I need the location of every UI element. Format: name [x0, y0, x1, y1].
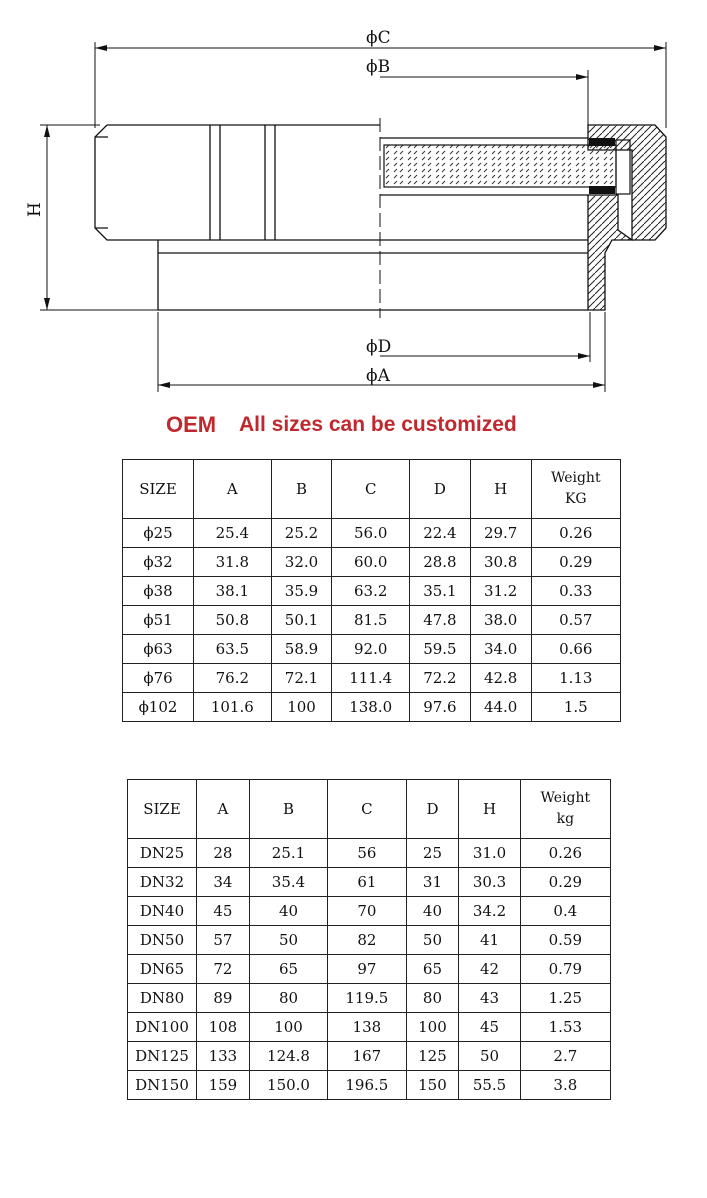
size-cell: DN50 [128, 926, 197, 955]
value-cell: 2.7 [520, 1042, 610, 1071]
value-cell: 101.6 [194, 693, 272, 722]
value-cell: 44.0 [470, 693, 531, 722]
gasket-top [589, 138, 615, 146]
value-cell: 55.5 [459, 1071, 520, 1100]
value-cell: 124.8 [249, 1042, 327, 1071]
value-cell: 25 [406, 839, 459, 868]
value-cell: 65 [406, 955, 459, 984]
value-cell: 25.2 [271, 519, 332, 548]
value-cell: 43 [459, 984, 520, 1013]
header-c: C [332, 460, 410, 519]
customization-message: All sizes can be customized [239, 413, 517, 436]
value-cell: 35.9 [271, 577, 332, 606]
value-cell: 196.5 [328, 1071, 406, 1100]
size-cell: ϕ25 [123, 519, 194, 548]
value-cell: 97 [328, 955, 406, 984]
table-row [128, 897, 611, 926]
label-phi-a: ϕA [366, 366, 390, 386]
header-size: SIZE [128, 780, 197, 839]
value-cell: 25.4 [194, 519, 272, 548]
value-cell: 159 [197, 1071, 250, 1100]
value-cell: 150.0 [249, 1071, 327, 1100]
value-cell: 133 [197, 1042, 250, 1071]
value-cell: 119.5 [328, 984, 406, 1013]
table-row [128, 955, 611, 984]
header-d: D [406, 780, 459, 839]
value-cell: 32.0 [271, 548, 332, 577]
value-cell: 35.4 [249, 868, 327, 897]
value-cell: 150 [406, 1071, 459, 1100]
value-cell: 92.0 [332, 635, 410, 664]
value-cell: 138.0 [332, 693, 410, 722]
header-weight-label: Weight [550, 470, 601, 486]
value-cell: 89 [197, 984, 250, 1013]
size-cell: DN25 [128, 839, 197, 868]
metric-size-table [122, 459, 621, 722]
table-header-row [128, 780, 611, 839]
header-weight-unit: KG [564, 491, 587, 507]
value-cell: 80 [406, 984, 459, 1013]
value-cell: 57 [197, 926, 250, 955]
table-row [128, 868, 611, 897]
size-cell: DN125 [128, 1042, 197, 1071]
value-cell: 97.6 [410, 693, 471, 722]
value-cell: 0.29 [531, 548, 620, 577]
value-cell: 0.59 [520, 926, 610, 955]
value-cell: 29.7 [470, 519, 531, 548]
dn-size-table [127, 779, 611, 1100]
value-cell: 100 [249, 1013, 327, 1042]
value-cell: 58.9 [271, 635, 332, 664]
table-row [123, 548, 621, 577]
header-weight-label: Weight [540, 790, 591, 806]
value-cell: 38.0 [470, 606, 531, 635]
value-cell: 31.0 [459, 839, 520, 868]
value-cell: 1.5 [531, 693, 620, 722]
label-phi-c: ϕC [366, 28, 391, 48]
value-cell: 60.0 [332, 548, 410, 577]
header-b: B [271, 460, 332, 519]
value-cell: 50 [459, 1042, 520, 1071]
table-row [123, 664, 621, 693]
header-weight-unit: kg [556, 811, 575, 827]
value-cell: 40 [406, 897, 459, 926]
table-row [128, 984, 611, 1013]
size-cell: DN150 [128, 1071, 197, 1100]
value-cell: 34.0 [470, 635, 531, 664]
label-phi-b: ϕB [366, 57, 391, 77]
table-row [123, 693, 621, 722]
size-cell: ϕ102 [123, 693, 194, 722]
value-cell: 50 [406, 926, 459, 955]
size-cell: ϕ38 [123, 577, 194, 606]
value-cell: 50 [249, 926, 327, 955]
value-cell: 35.1 [410, 577, 471, 606]
value-cell: 45 [459, 1013, 520, 1042]
value-cell: 50.1 [271, 606, 332, 635]
size-cell: DN100 [128, 1013, 197, 1042]
value-cell: 41 [459, 926, 520, 955]
value-cell: 56.0 [332, 519, 410, 548]
oem-banner [0, 410, 707, 446]
value-cell: 65 [249, 955, 327, 984]
value-cell: 125 [406, 1042, 459, 1071]
value-cell: 3.8 [520, 1071, 610, 1100]
table-row [123, 519, 621, 548]
value-cell: 31.2 [470, 577, 531, 606]
value-cell: 72.2 [410, 664, 471, 693]
value-cell: 31.8 [194, 548, 272, 577]
header-weight [531, 460, 620, 519]
value-cell: 30.3 [459, 868, 520, 897]
value-cell: 59.5 [410, 635, 471, 664]
value-cell: 1.25 [520, 984, 610, 1013]
table-row [128, 1042, 611, 1071]
oem-label: OEM [166, 412, 217, 437]
size-cell: DN80 [128, 984, 197, 1013]
value-cell: 40 [249, 897, 327, 926]
size-cell: ϕ32 [123, 548, 194, 577]
value-cell: 28.8 [410, 548, 471, 577]
value-cell: 0.66 [531, 635, 620, 664]
value-cell: 167 [328, 1042, 406, 1071]
cross-section-drawing [0, 0, 707, 400]
value-cell: 0.4 [520, 897, 610, 926]
table-row [123, 635, 621, 664]
value-cell: 34 [197, 868, 250, 897]
value-cell: 42 [459, 955, 520, 984]
header-d: D [410, 460, 471, 519]
value-cell: 108 [197, 1013, 250, 1042]
value-cell: 38.1 [194, 577, 272, 606]
value-cell: 0.26 [531, 519, 620, 548]
value-cell: 56 [328, 839, 406, 868]
table-row [128, 1013, 611, 1042]
header-b: B [249, 780, 327, 839]
header-h: H [470, 460, 531, 519]
value-cell: 72.1 [271, 664, 332, 693]
label-phi-d: ϕD [366, 337, 392, 357]
size-cell: ϕ76 [123, 664, 194, 693]
size-cell: DN40 [128, 897, 197, 926]
value-cell: 28 [197, 839, 250, 868]
sight-glass [384, 145, 616, 187]
value-cell: 72 [197, 955, 250, 984]
value-cell: 138 [328, 1013, 406, 1042]
label-h: H [25, 202, 45, 217]
size-cell: DN32 [128, 868, 197, 897]
value-cell: 100 [406, 1013, 459, 1042]
size-cell: DN65 [128, 955, 197, 984]
header-size: SIZE [123, 460, 194, 519]
value-cell: 47.8 [410, 606, 471, 635]
value-cell: 0.57 [531, 606, 620, 635]
table-row [128, 1071, 611, 1100]
dn-table-body [128, 839, 611, 1100]
table-row [123, 606, 621, 635]
size-cell: ϕ63 [123, 635, 194, 664]
ferrule-section [588, 195, 632, 310]
header-c: C [328, 780, 406, 839]
value-cell: 30.8 [470, 548, 531, 577]
value-cell: 0.79 [520, 955, 610, 984]
gasket-bottom [589, 186, 615, 194]
value-cell: 0.33 [531, 577, 620, 606]
value-cell: 63.5 [194, 635, 272, 664]
value-cell: 45 [197, 897, 250, 926]
header-a: A [197, 780, 250, 839]
value-cell: 22.4 [410, 519, 471, 548]
value-cell: 82 [328, 926, 406, 955]
value-cell: 34.2 [459, 897, 520, 926]
value-cell: 1.53 [520, 1013, 610, 1042]
value-cell: 80 [249, 984, 327, 1013]
header-a: A [194, 460, 272, 519]
ferrule-body [158, 240, 380, 310]
nut-body [95, 125, 380, 240]
header-weight [520, 780, 610, 839]
value-cell: 31 [406, 868, 459, 897]
table-row [123, 577, 621, 606]
value-cell: 0.26 [520, 839, 610, 868]
value-cell: 76.2 [194, 664, 272, 693]
value-cell: 50.8 [194, 606, 272, 635]
header-h: H [459, 780, 520, 839]
table-row [128, 926, 611, 955]
value-cell: 1.13 [531, 664, 620, 693]
table-row [128, 839, 611, 868]
value-cell: 100 [271, 693, 332, 722]
value-cell: 42.8 [470, 664, 531, 693]
table-header-row [123, 460, 621, 519]
value-cell: 25.1 [249, 839, 327, 868]
metric-table-body [123, 519, 621, 722]
value-cell: 61 [328, 868, 406, 897]
value-cell: 70 [328, 897, 406, 926]
value-cell: 81.5 [332, 606, 410, 635]
value-cell: 0.29 [520, 868, 610, 897]
value-cell: 63.2 [332, 577, 410, 606]
size-cell: ϕ51 [123, 606, 194, 635]
value-cell: 111.4 [332, 664, 410, 693]
